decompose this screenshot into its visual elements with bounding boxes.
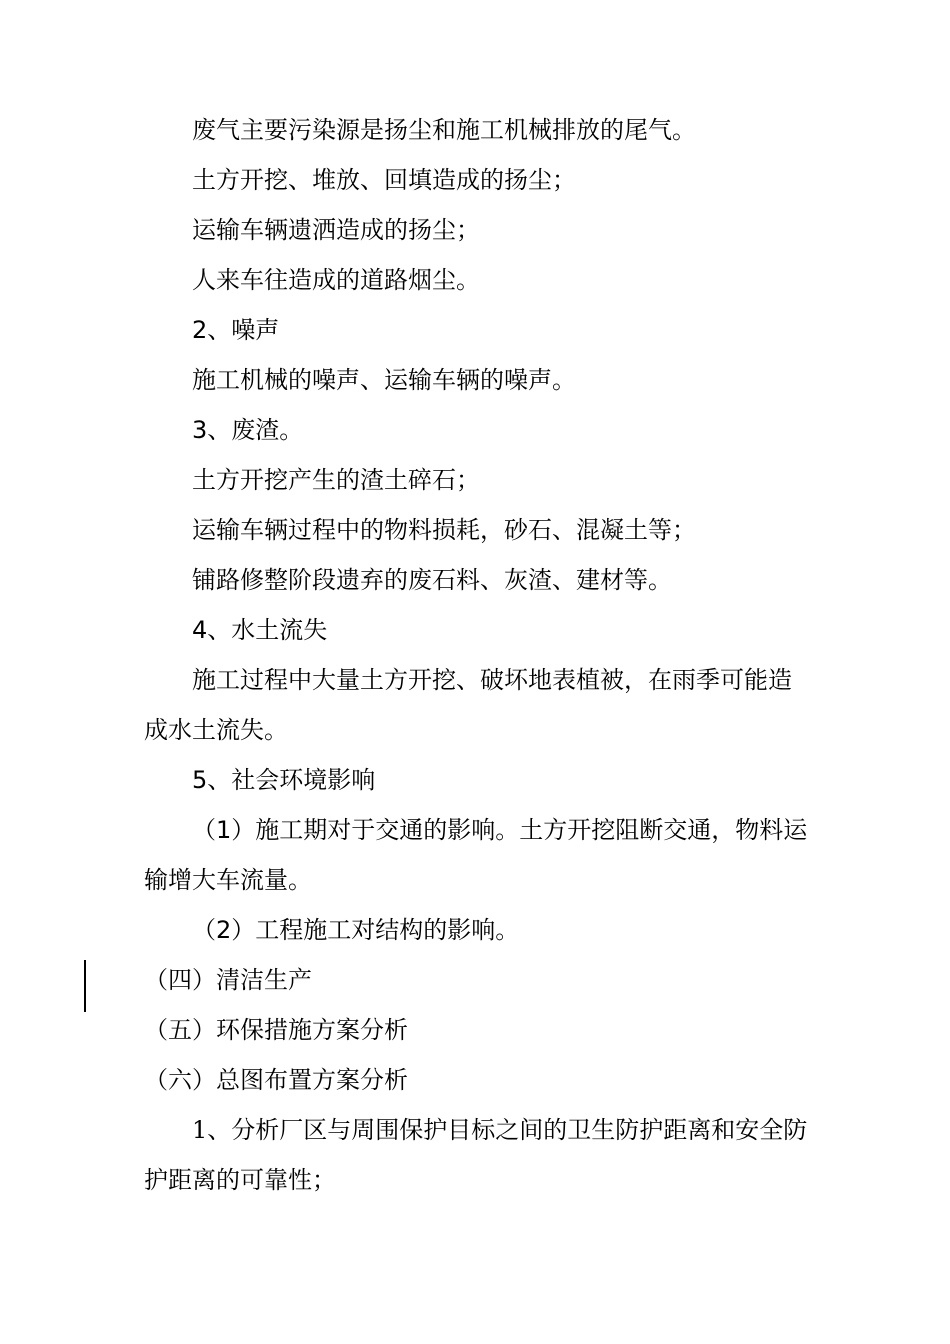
revision-bar xyxy=(84,960,86,1012)
paragraph-soil-erosion: 施工过程中大量土方开挖、破坏地表植被，在雨季可能造成水土流失。 xyxy=(144,666,792,744)
paragraph-transport-dust: 运输车辆遗洒造成的扬尘； xyxy=(192,216,480,244)
paragraph-road-dust: 人来车往造成的道路烟尘。 xyxy=(192,266,480,294)
section-layout-analysis: （六）总图布置方案分析 xyxy=(144,1066,408,1094)
paragraph-earthwork-dust: 土方开挖、堆放、回填造成的扬尘； xyxy=(192,166,576,194)
heading-soil-erosion: 4、水土流失 xyxy=(192,616,328,644)
paragraph-exhaust-gas: 废气主要污染源是扬尘和施工机械排放的尾气。 xyxy=(192,116,696,144)
heading-waste: 3、废渣。 xyxy=(192,416,304,444)
paragraph-material-loss: 运输车辆过程中的物料损耗，砂石、混凝土等； xyxy=(192,516,696,544)
paragraph-structure-impact: （2）工程施工对结构的影响。 xyxy=(192,916,520,944)
paragraph-traffic-impact: （1）施工期对于交通的影响。土方开挖阻断交通，物料运输增大车流量。 xyxy=(144,816,808,894)
section-clean-production: （四）清洁生产 xyxy=(144,966,312,994)
paragraph-earthwork-waste: 土方开挖产生的渣土碎石； xyxy=(192,466,480,494)
heading-noise: 2、噪声 xyxy=(192,316,280,344)
paragraph-paving-waste: 铺路修整阶段遗弃的废石料、灰渣、建材等。 xyxy=(192,566,672,594)
paragraph-noise: 施工机械的噪声、运输车辆的噪声。 xyxy=(192,366,576,394)
heading-social-impact: 5、社会环境影响 xyxy=(192,766,376,794)
section-environmental-measures: （五）环保措施方案分析 xyxy=(144,1016,408,1044)
paragraph-protection-distance: 1、分析厂区与周围保护目标之间的卫生防护距离和安全防护距离的可靠性； xyxy=(144,1116,808,1194)
document-body xyxy=(144,105,808,1205)
